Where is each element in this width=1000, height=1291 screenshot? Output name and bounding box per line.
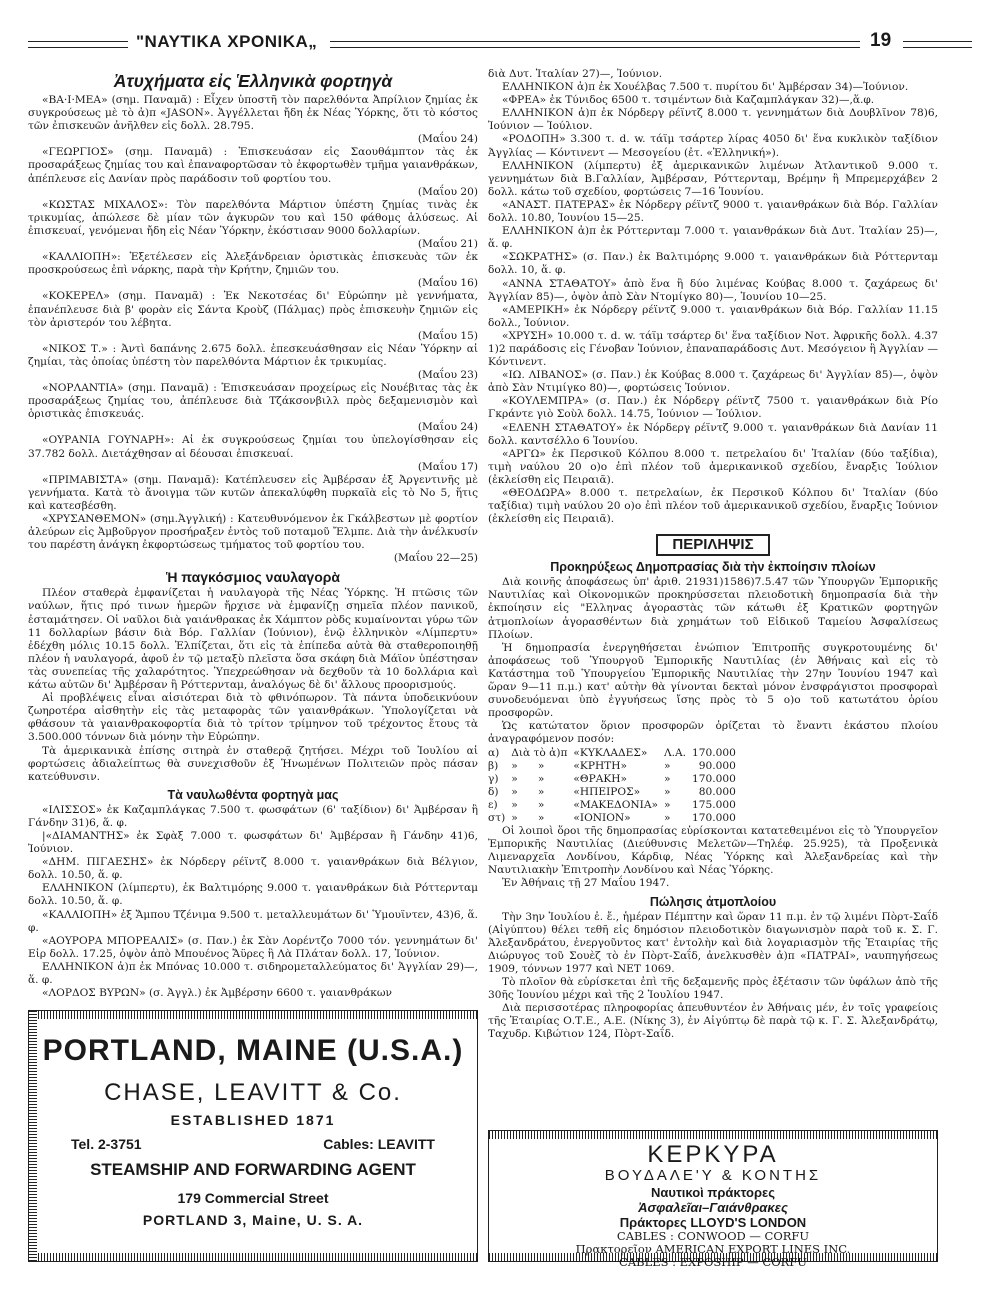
accident-item: «ΚΑΛΛΙΟΠΗ»: Ἐξετέλεσεν εἰς Ἀλεξάνδρειαν ὁριστικὰς ἐπισκευὰς τῶν ἐκ προσκρούσεως ἐπὶ νάρκης, παρὰ τὴν Κρήτην, ζημιῶν του. bbox=[28, 251, 478, 277]
accident-item: «ΒΑ·Ι·ΜΕΑ» (σημ. Παναμᾶ) : Εἶχεν ὑποστῆ τὸν παρελθόντα Ἀπρίλιον ζημίας ἐκ συγκρούσεως μὲ τὸ ἀ)π «JASON». Ἀγγέλλεται ἤδη ἐκ Νέας Ὑόρκης, ὅτι τὸ κόστος τῶν ἐπισκευῶν ἀνῆλθεν εἰς δολλ. 28.795. bbox=[28, 94, 478, 133]
item-date: (Μαΐου 23) bbox=[417, 368, 478, 381]
charter-item: «ΑΜΕΡΙΚΗ» ἐκ Νόρδεργ ρέϊντζ 9.000 τ. γαιανθράκων διὰ Βόρ. Γαλλίαν 11.15 δολλ., Ἰούνιον. bbox=[488, 303, 938, 329]
heading-accidents: Ἀτυχήματα εἰς Ἑλληνικὰ φορτηγὰ bbox=[113, 71, 393, 91]
item-date: (Μαΐου 20) bbox=[417, 185, 478, 198]
heading-auction: Προκηρύξεως Δημοπρασίας διὰ τὴν ἐκποίησιν πλοίων bbox=[550, 560, 876, 575]
ad-cables-2: CABLES : EXPOSHIP — CORFU bbox=[619, 1255, 807, 1269]
ship-prefix: » » bbox=[511, 811, 545, 824]
ship-amount: 170.000 bbox=[692, 746, 736, 759]
ad-cables: CABLES : CONWOOD — CORFU bbox=[616, 1229, 810, 1243]
ad-content bbox=[499, 1141, 927, 1269]
charter-item: «ΑΝΑΣΤ. ΠΑΤΕΡΑΣ» ἐκ Νόρδεργ ρέϊντζ 9000 τ. γαιανθράκων διὰ Βόρ. Γαλλίαν δολλ. 10.80, Ἰουνίου 15—25. bbox=[488, 198, 938, 225]
ad-firm-name: CHASE, LEAVITT & Co. bbox=[104, 1079, 402, 1106]
ad-firm-name: ΒΟΥΔΑΛΕ'Υ & ΚΟΝΤΗΣ bbox=[604, 1167, 822, 1184]
ship-amount: 170.000 bbox=[692, 811, 736, 824]
charter-item: «ΑΟΥΡΟΡΑ ΜΠΟΡΕΑΛΙΣ» (σ. Παν.) ἐκ Σὰν Λορέντζο 7000 τόν. γεννημάτων δι' Εἰρ δολλ. 17.25, ὀψὸν ἀπὸ Μπουένος Ἄϋρες ἢ Λὰ Πλάταν δολλ. 17, Ἰούνιον. bbox=[28, 934, 478, 960]
ship-currency: » bbox=[663, 759, 671, 772]
article-paragraph: Ὡς κατώτατον ὅριον προσφορῶν ὁρίζεται τὸ ἔναντι ἑκάστου πλοίου ἀναγραφόμενον ποσόν: bbox=[488, 720, 938, 746]
ship-price-row bbox=[488, 747, 742, 760]
ship-price-row bbox=[488, 812, 742, 825]
ship-currency: » bbox=[663, 811, 671, 824]
ad-contact-row bbox=[41, 1133, 465, 1155]
item-date: (Μαΐου 24) bbox=[417, 133, 478, 146]
ad-established: ESTABLISHED 1871 bbox=[170, 1112, 336, 1128]
header-rule-far-right bbox=[903, 41, 972, 48]
charter-item: «ΔΗΜ. ΠΙΓΑΕΣΗΣ» ἐκ Νόρδεργ ρέϊντζ 8.000 τ. γαιανθράκων διὰ Βέλγιον, δολλ. 10.50, ἅ. φ. bbox=[28, 856, 478, 882]
accident-item: «ΝΟΡΛΑΝΤΙΑ» (σημ. Παναμᾶ) : Ἐπισκευάσαν προχείρως εἰς Νουέβιτας τὰς ἐκ προσαράξεως ζημίας του, ἀπέπλευσε διὰ Τζάκσονβιλλ πρὸς δεξαμενισμὸν καὶ ὁριστικὰς ἐπισκευάς. bbox=[28, 382, 478, 421]
ship-amount: 80.000 bbox=[698, 785, 736, 798]
ad-city-title: PORTLAND, MAINE (U.S.A.) bbox=[42, 1034, 464, 1067]
advertisement-portland bbox=[28, 1010, 478, 1262]
ship-name: «ΚΡΗΤΗ» bbox=[573, 759, 627, 772]
charter-item: «ΡΟΔΟΠΗ» 3.300 τ. d. w. τάϊμ τσάρτερ λίρας 4050 δι' ἕνα κυκλικὸν ταξίδιον Ἀγγλίας — Κόντινεντ — Μεσογείου (ἐτ. «Ἑλληνική»). bbox=[488, 133, 938, 159]
ship-amount: 170.000 bbox=[692, 772, 736, 785]
auction-date: Ἐν Ἀθήναις τῇ 27 Μαΐου 1947. bbox=[502, 877, 670, 890]
ad-street: 179 Commercial Street bbox=[177, 1190, 329, 1206]
charter-item: «ΙΛΙΣΣΟΣ» ἐκ Καζαμπλάγκας 7.500 τ. φωσφάτων (6' ταξίδιον) δι' Ἀμβέρσαν ἢ Γάνδην 31)6, ἅ. φ. bbox=[28, 803, 478, 829]
header-rule-right bbox=[330, 41, 860, 48]
ship-prefix: » » bbox=[511, 772, 545, 785]
article-paragraph: Τὸ πλοῖον θὰ εὑρίσκεται ἐπὶ τῆς δεξαμενῆς πρὸς ἐξέτασιν τῶν ὑφάλων ἀπὸ τῆς 30ῆς Ἰουνίου μέχρι καὶ τῆς 2 Ἰουλίου 1947. bbox=[488, 976, 938, 1002]
charter-item: διὰ Δυτ. Ἰταλίαν 27)—, Ἰούνιον. bbox=[488, 68, 663, 80]
ship-name: «ΙΟΝΙΟΝ» bbox=[573, 811, 631, 824]
ship-prefix: » » bbox=[511, 785, 545, 798]
charter-item: «ΧΡΥΣΗ» 10.000 τ. d. w. τάϊμ τσάρτερ δι' ἕνα ταξίδιον Νοτ. Ἀφρικῆς δολλ. 4.37 1)2 παράδοσις εἰς Γένοβαν Ἰούνιον, ἐπαναπαράδοσις Δυτ. Μεσόγειον ἢ Ἀγγλίαν — Κόντινεντ. bbox=[488, 329, 938, 369]
accident-item: «ΚΩΣΤΑΣ ΜΙΧΑΛΟΣ»: Τὸν παρελθόντα Μάρτιον ὑπέστη ζημίας τινὰς ἐκ τρικυμίας, ἀπώλεσε δὲ μίαν τῶν ἀγκυρῶν του καὶ 150 φάθομς ἁλύσεως. Αἱ ἐπισκευαί, γενόμεναι ἤδη εἰς Νέαν Ὑόρκην, ἐκόστισαν 9000 δολλαρίων. bbox=[28, 198, 478, 237]
ad-city: PORTLAND 3, Maine, U. S. A. bbox=[142, 1212, 364, 1228]
charter-item: «ΘΕΟΔΩΡΑ» 8.000 τ. πετρελαίων, ἐκ Περσικοῦ Κόλπου δι' Ἰταλίαν (δύο ταξίδια) τιμὴ ναύλου 20 ο)ο ἐπὶ πλέον τοῦ ἀμερικανικοῦ σχεδίου, ἔναρξις Ἰούνιον (ἐκλείσθη εἰς Πειραιᾶ). bbox=[488, 487, 938, 526]
charter-item: «ΙΩ. ΛΙΒΑΝΟΣ» (σ. Παν.) ἐκ Κούβας 8.000 τ. ζαχάρεως δι' Ἀγγλίαν 85)—, ὀψὸν ἀπὸ Σὰν Ντιμίγκο 80)—, φορτώσεις Ἰούνιον. bbox=[488, 369, 938, 395]
left-column bbox=[28, 68, 478, 1000]
ship-currency: » bbox=[663, 772, 671, 785]
article-paragraph: Διὰ περισσοτέρας πληροφορίας ἀπευθυντέον ἐν Ἀθήναις μέν, ἐν τοῖς γραφείοις τῆς Ἑταιρίας Ο.Τ.Ε., Α.Ε. (Νίκης 3), ἐν Αἰγύπτῳ δὲ παρὰ τῷ κ. Γ. Σ. Ἀλεξανδράτῳ, Ταχυδρ. Κιβώτιον 124, Πὸρτ-Σαΐδ. bbox=[488, 1002, 938, 1041]
accident-item: «ΠΡΙΜΑΒΙΣΤΑ» (σημ. Παναμᾶ): Κατέπλευσεν εἰς Ἀμβέρσαν ἐξ Ἀργεντινῆς μὲ γεννήματα. Κατὰ τὸ ἄνοιγμα τῶν κυτῶν ἀπεκαλύφθη πυρκαϊὰ εἰς τὸ Νο 5, ἥτις καὶ κατεσβέσθη. bbox=[28, 473, 478, 512]
charter-item: |«ΔΙΑΜΑΝΤΗΣ» ἐκ Σφὰξ 7.000 τ. φωσφάτων δι' Ἀμβέρσαν ἢ Γάνδην 41)6, Ἰούνιον. bbox=[28, 829, 478, 856]
ship-price-row bbox=[488, 786, 742, 799]
heading-freight-market: Ἡ παγκόσμιος ναυλαγορὰ bbox=[165, 569, 341, 586]
charter-item: «ΛΟΡΔΟΣ ΒΥΡΩΝ» (σ. Ἀγγλ.) ἐκ Ἀμβέρσην 6600 τ. γαιανθράκων bbox=[42, 987, 392, 1000]
item-date: (Μαΐου 22—25) bbox=[393, 552, 478, 565]
ad-border-band bbox=[489, 1131, 937, 1139]
charter-item: ΕΛΛΗΝΙΚΟΝ ἀ)π ἐκ Νόρδεργ ρέϊντζ 8.000 τ. γεννημάτων διὰ Δουβλῖνον 78)6, Ἰούνιον — Ἰούλιον. bbox=[488, 107, 938, 133]
ad-agency: Πράκτορες LLOYD'S LONDON bbox=[619, 1215, 807, 1230]
item-date: (Μαΐου 16) bbox=[417, 277, 478, 290]
publication-title: "ΝΑΥΤΙΚΑ ΧΡΟΝΙΚΑ„ bbox=[136, 32, 318, 51]
ship-price-row bbox=[488, 773, 742, 786]
charter-item: ΕΛΛΗΝΙΚΟΝ ἀ)π ἐκ Χουέλβας 7.500 τ. πυρίτου δι' Ἀμβέρσαν 34)—Ἰούνιον. bbox=[502, 81, 909, 94]
ad-border-band bbox=[29, 1011, 37, 1261]
ad-cables: Cables: LEAVITT bbox=[323, 1136, 435, 1152]
right-column bbox=[488, 68, 938, 1041]
page-header bbox=[28, 32, 972, 62]
item-date: (Μαΐου 17) bbox=[417, 460, 478, 473]
ship-letter: γ) bbox=[488, 772, 499, 785]
ad-content bbox=[41, 1023, 465, 1249]
ship-prefix: » » bbox=[511, 798, 545, 811]
ship-name: «ΗΠΕΙΡΟΣ» bbox=[573, 785, 641, 798]
ship-name: «ΜΑΚΕΔΟΝΙΑ» bbox=[573, 798, 658, 811]
charter-item: «ΑΡΓΩ» ἐκ Περσικοῦ Κόλπου 8.000 τ. πετρελαίου δι' Ἰταλίαν (δύο ταξίδια), τιμὴ ναύλου 20 ο)ο ἐπὶ πλέον τοῦ ἀμερικανικοῦ σχεδίου, ἔναρξις Ἰούλιον (ἐκλείσθη εἰς Πειραιᾶ). bbox=[488, 447, 938, 486]
charter-item: «ΣΩΚΡΑΤΗΣ» (σ. Παν.) ἐκ Βαλτιμόρης 9.000 τ. γαιανθράκων διὰ Ρόττερνταμ δολλ. 10, ἅ. φ. bbox=[488, 251, 938, 277]
accident-item: «ΚΟΚΕΡΕΛ» (σημ. Παναμᾶ) : Ἐκ Νεκοτσέας δι' Εὐρώπην μὲ γεννήματα, ἐπανέπλευσε διὰ β' φορὰν εἰς Σάντα Κροὺζ (Πάλμας) πρὸς ἐπισκευὴν ζημιῶν εἰς τὸν ἀριστερόν του λέβητα. bbox=[28, 290, 478, 329]
article-paragraph: Τὰ ἀμερικανικὰ ἐπίσης σιτηρὰ ἐν σταθερᾷ ζητήσει. Μέχρι τοῦ Ἰουλίου αἱ φορτώσεις ἀδιαλείπτως θὰ συνεχισθοῦν ἐξ Ἡνωμένων Πολιτειῶν πρὸς πάσαν κατεύθυνσιν. bbox=[28, 744, 478, 783]
ship-letter: στ) bbox=[488, 811, 506, 824]
accident-item: «ΟΥΡΑΝΙΑ ΓΟΥΝΑΡΗ»: Αἱ ἐκ συγκρούσεως ζημίαι του ὑπελογίσθησαν εἰς 37.782 δολλ. Διετάχθησαν αἱ δέουσαι ἐπισκευαί. bbox=[28, 434, 478, 460]
ship-price-row bbox=[488, 760, 742, 773]
ship-name: «ΘΡΑΚΗ» bbox=[573, 772, 628, 785]
ship-letter: α) bbox=[488, 746, 500, 759]
ad-city-title: ΚΕΡΚΥΡΑ bbox=[647, 1141, 779, 1168]
item-date: (Μαΐου 15) bbox=[417, 329, 478, 342]
article-paragraph: Αἱ προβλέψεις εἶναι αἰσιότεραι διὰ τὸ φθινόπωρον. Τὰ πάντα ὑποδεικνύουν ζωηροτέρα αἰσθητὴν εἰς τὰς μεταφορὰς τῶν γαιανθράκων. Ὑπολογίζεται νὰ φθάσουν τὰ γαιανθρακοφορτία διὰ τὸ τρίτον τρίμηνον τοῦ τρέχοντος ἔτους τὰ 3.500.000 τόννων διὰ μόνην τὴν Εὐρώπην. bbox=[28, 692, 478, 744]
ad-border-band bbox=[29, 1253, 477, 1261]
ad-agent-type: STEAMSHIP AND FORWARDING AGENT bbox=[90, 1160, 416, 1179]
ship-currency: » bbox=[663, 785, 671, 798]
charter-item: «ΑΝΝΑ ΣΤΑΘΑΤΟΥ» ἀπὸ ἕνα ἢ δύο λιμένας Κούβας 8.000 τ. ζαχάρεως δι' Ἀγγλίαν 85)—, ὀψὸν ἀπὸ Σὰν Ντομίγκο 80)—, Ἰουνίου 10—25. bbox=[488, 277, 938, 303]
item-date: (Μαΐου 21) bbox=[417, 238, 478, 251]
ship-price-table bbox=[488, 747, 742, 826]
ship-amount: 175.000 bbox=[692, 798, 736, 811]
accident-item: «ΧΡΥΣΑΝΘΕΜΟΝ» (σημ.Ἀγγλική) : Κατευθυνόμενον ἐκ Γκάλβεστων μὲ φορτίον ἀλεύρων εἰς Ἀμβοῦργον προσήραξεν ἐντὸς τοῦ ποταμοῦ Ἔλμπε. Διὰ τὴν ἀνέλκυσίν του παρέστη ἀνάγκη ἐκφορτώσεως τμήματος τοῦ φορτίου του. bbox=[28, 513, 478, 552]
ad-business-type: Ναυτικοὶ πράκτορες bbox=[651, 1185, 775, 1200]
summary-box-title bbox=[488, 534, 938, 556]
ship-letter: β) bbox=[488, 759, 499, 772]
page-number: 19 bbox=[870, 30, 892, 51]
summary-box-label: ΠΕΡΙΛΗΨΙΣ bbox=[656, 534, 769, 556]
article-paragraph: Ἡ δημοπρασία ἐνεργηθήσεται ἐνώπιον Ἐπιτροπῆς συγκροτουμένης δι' ἀποφάσεως τοῦ Ὑπουργοῦ Ἐμπορικῆς Ναυτιλίας (ἐν Ἀθήναις καὶ εἰς τὸ Κατάστημα τοῦ Ὑπουργείου Ἐμπορικῆς Ναυτιλίας τὴν 27ην Ἰουνίου 1947 καὶ ὥραν 9—11 π.μ.) κατ' αὐτὴν θὰ γίνονται δεκταὶ μόνον ἐνσφράγιστοι προσφοραὶ συνοδευόμεναι ὑπὸ ἐγγυήσεως ἴσης πρὸς τὸ 5 ο)ο τοῦ κατωτάτου ὁρίου προσφορῶν. bbox=[488, 641, 938, 720]
charter-item: ΕΛΛΗΝΙΚΟΝ (λίμπερτυ) ἐξ ἀμερικανικῶν λιμένων Ἀτλαντικοῦ 9.000 τ. γεννημάτων διὰ Β.Γαλλίαν, Ἀμβέρσαν, Ρόττερνταμ, Βρέμην ἢ Μπρεμερχάβεν 2 δολλ. κάτω τοῦ σχεδίου, φορτώσεις 7—16 Ἰουνίου. bbox=[488, 159, 938, 198]
accident-item: «ΓΕΩΡΓΙΟΣ» (σημ. Παναμᾶ) : Ἐπισκευάσαν εἰς Σαουθάμπτον τὰς ἐκ προσαράξεως ζημίας του καὶ ἐπαναφορτῶσαν τὸ ἐκφορτωθὲν τμῆμα γαιανθράκων, ἀπέπλευσε εἰς Δανίαν πρὸς παράδοσιν τοῦ φορτίου του. bbox=[28, 146, 478, 185]
accident-item: «ΝΙΚΟΣ Τ.» : Ἀντὶ δαπάνης 2.675 δολλ. ἐπεσκευάσθησαν εἰς Νέαν Ὑόρκην αἱ ζημίαι, τὰς ὁποίας ὑπέστη τὸν παρελθόντα Μάρτιον ἐκ τρικυμίας. bbox=[28, 342, 478, 368]
article-paragraph: Οἱ λοιποὶ ὅροι τῆς δημοπρασίας εὑρίσκονται κατατεθειμένοι εἰς τὸ Ὑπουργεῖον Ἐμπορικῆς Ναυτιλίας (Διεύθυνσις Μελετῶν—Τηλέφ. 25.925), τὰ Προξενικὰ Λιμεναρχεῖα Λονδίνου, Κάρδιφ, Νέας Ὑόρκης καὶ Ἀλεξανδρείας καὶ τὴν Ναυτιλιακὴν Ἐπιτροπὴν Λονδίνου καὶ Νέας Ὑόρκης. bbox=[488, 825, 938, 877]
article-paragraph: Διὰ κοινῆς ἀποφάσεως ὑπ' ἀριθ. 21931)1586)7.5.47 τῶν Ὑπουργῶν Ἐμπορικῆς Ναυτιλίας καὶ Οἰκονομικῶν προκηρύσσεται πλειοδοτικὴ δημοπρασία διὰ τὴν ἐκποίησιν εἰς "Ελληνας ἀγοραστὰς τῶν κάτωθι ἐξ Κρατικῶν φορτηγῶν ἀτμοπλοίων ἀγορασθέντων διὰ χρημάτων τοῦ Εἰδικοῦ Ταμείου Ἀσφαλίσεως Πλοίων. bbox=[488, 576, 938, 641]
charter-item: «ΦΡΕΑ» ἐκ Τύνιδος 6500 τ. τσιμέντων διὰ Καζαμπλάγκαν 32)—,ἅ.φ. bbox=[502, 94, 875, 107]
ship-letter: δ) bbox=[488, 785, 499, 798]
ship-prefix: Διὰ τὸ ἀ)π bbox=[511, 746, 568, 759]
advertisement-kerkyra bbox=[488, 1130, 938, 1269]
ship-price-row bbox=[488, 799, 742, 812]
charter-item: ΕΛΛΗΝΙΚΟΝ ἀ)π ἐκ Ρόττερνταμ 7.000 τ. γαιανθράκων διὰ Δυτ. Ἰταλίαν 25)—, ἅ. φ. bbox=[488, 225, 938, 251]
heading-ship-sale: Πώλησις ἀτμοπλοίου bbox=[649, 894, 777, 909]
ship-currency: Λ.Α. bbox=[663, 746, 687, 759]
article-paragraph: Πλέον σταθερὰ ἐμφανίζεται ἡ ναυλαγορὰ τῆς Νέας Ὑόρκης. Ἡ πτῶσις τῶν ναύλων, ἥτις πρό τινων ἡμερῶν ἤρχισε νὰ ἐμφανίζῃ σημεῖα πλέον πανικοῦ, ἐσταμάτησεν. Οἱ ναῦλοι διὰ γαιάνθρακας ἐκ Χάμπτον ρὸδς κυμαίνονται γύρω τῶν 11 δολλαρίων βάσιν διὰ Βόρ. Γαλλίαν (Ἰούνιον), ἐνῷ ἑλληνικὸν «Λίμπερτυ» ἐδέχθη μόλις 10.15 δολλ. Ἐλπίζεται, ὅτι εἰς τὰ ἐπίπεδα αὐτὰ θὰ σταθεροποιηθῇ πλέον ἡ ναυλαγορά, ἀφοῦ ἐν τῷ μεταξὺ πλεῖστα ὅσα σκάφη διὰ Μάϊον ὑπέστησαν τὰς συνεπείας τῆς χαλαρότητος. Ὑπεχρεώθησαν νὰ δεχθοῦν τὰ 10 δολλάρια καὶ κάτω αὐτῶν δι' Ἀμβέρσαν ἢ Ρόττερνταμ, ἀναλόγως δὲ δι' ἄλλους προορισμούς. bbox=[28, 587, 478, 692]
ad-border-band bbox=[29, 1011, 477, 1019]
charter-item: ΕΛΛΗΝΙΚΟΝ ἀ)π ἐκ Μπόνας 10.000 τ. σιδηρομεταλλεύματος δι' Ἀγγλίαν 29)—, ἅ. φ. bbox=[28, 960, 478, 986]
ad-agency-2: Πρακτορεῖον AMERICAN EXPORT LINES INC. bbox=[575, 1242, 851, 1256]
charter-item: «ΚΟΥΛΕΜΠΡΑ» (σ. Παν.) ἐκ Νόρδεργ ρέϊντζ 7500 τ. γαιανθράκων διὰ Ρίο Γκράντε γιὸ Σοὺλ δολλ. 14.75, Ἰούνιον — Ἰούλιον. bbox=[488, 395, 938, 421]
charter-item: «ΕΛΕΝΗ ΣΤΑΘΑΤΟΥ» ἐκ Νόρδεργ ρέϊντζ 9.000 τ. γαιανθράκων διὰ Δανίαν 11 δολλ. καντσέλλο 6 Ἰουνίου. bbox=[488, 421, 938, 447]
charter-item: ΕΛΛΗΝΙΚΟΝ (λίμπερτυ), ἐκ Βαλτιμόρης 9.000 τ. γαιανθράκων διὰ Ρόττερνταμ δολλ. 10.50, ἅ. φ. bbox=[28, 882, 478, 908]
item-date: (Μαΐου 24) bbox=[417, 421, 478, 434]
ad-services: Ἀσφαλεῖαι–Γαιάνθρακες bbox=[638, 1200, 788, 1215]
ship-prefix: » » bbox=[511, 759, 545, 772]
ship-amount: 90.000 bbox=[698, 759, 736, 772]
ad-telephone: Tel. 2-3751 bbox=[71, 1136, 142, 1152]
article-paragraph: Τὴν 3ην Ἰουλίου ἐ. ἔ., ἡμέραν Πέμπτην καὶ ὥραν 11 π.μ. ἐν τῷ λιμένι Πὸρτ-Σαΐδ (Αἰγύπτου) θέλει τεθῆ εἰς δημόσιον πλειοδοτικὸν διαγωνισμὸν παρὰ τοῦ κ. Σ. Γ. Ἀλεξανδράτου, ἐνεργοῦντος κατ' ἐντολὴν καὶ διὰ λογαριασμὸν τῆς Ἑταιρίας τῆς Διώρυγος τοῦ Σουὲζ τὸ ἐν Πὸρτ-Σαΐδ, ἀνελκυσθὲν ἀ)π «ΠΑΤΡΑΙ», ναυπηγήσεως 1909, τόννων 1977 καὶ ΝΕΤ 1069. bbox=[488, 910, 938, 975]
ship-currency: » bbox=[663, 798, 671, 811]
heading-chartered: Τὰ ναυλωθέντα φορτηγὰ μας bbox=[167, 787, 339, 802]
ship-letter: ε) bbox=[488, 798, 498, 811]
header-rule-left bbox=[28, 41, 128, 48]
ship-name: «ΚΥΚΛΑΔΕΣ» bbox=[573, 746, 648, 759]
charter-item: «ΚΑΛΛΙΟΠΗ» ἐξ Ἄμπου Τζένιμα 9.500 τ. μεταλλευμάτων δι' Ὑμουϊντεν, 43)6, ἅ. φ. bbox=[28, 908, 478, 934]
